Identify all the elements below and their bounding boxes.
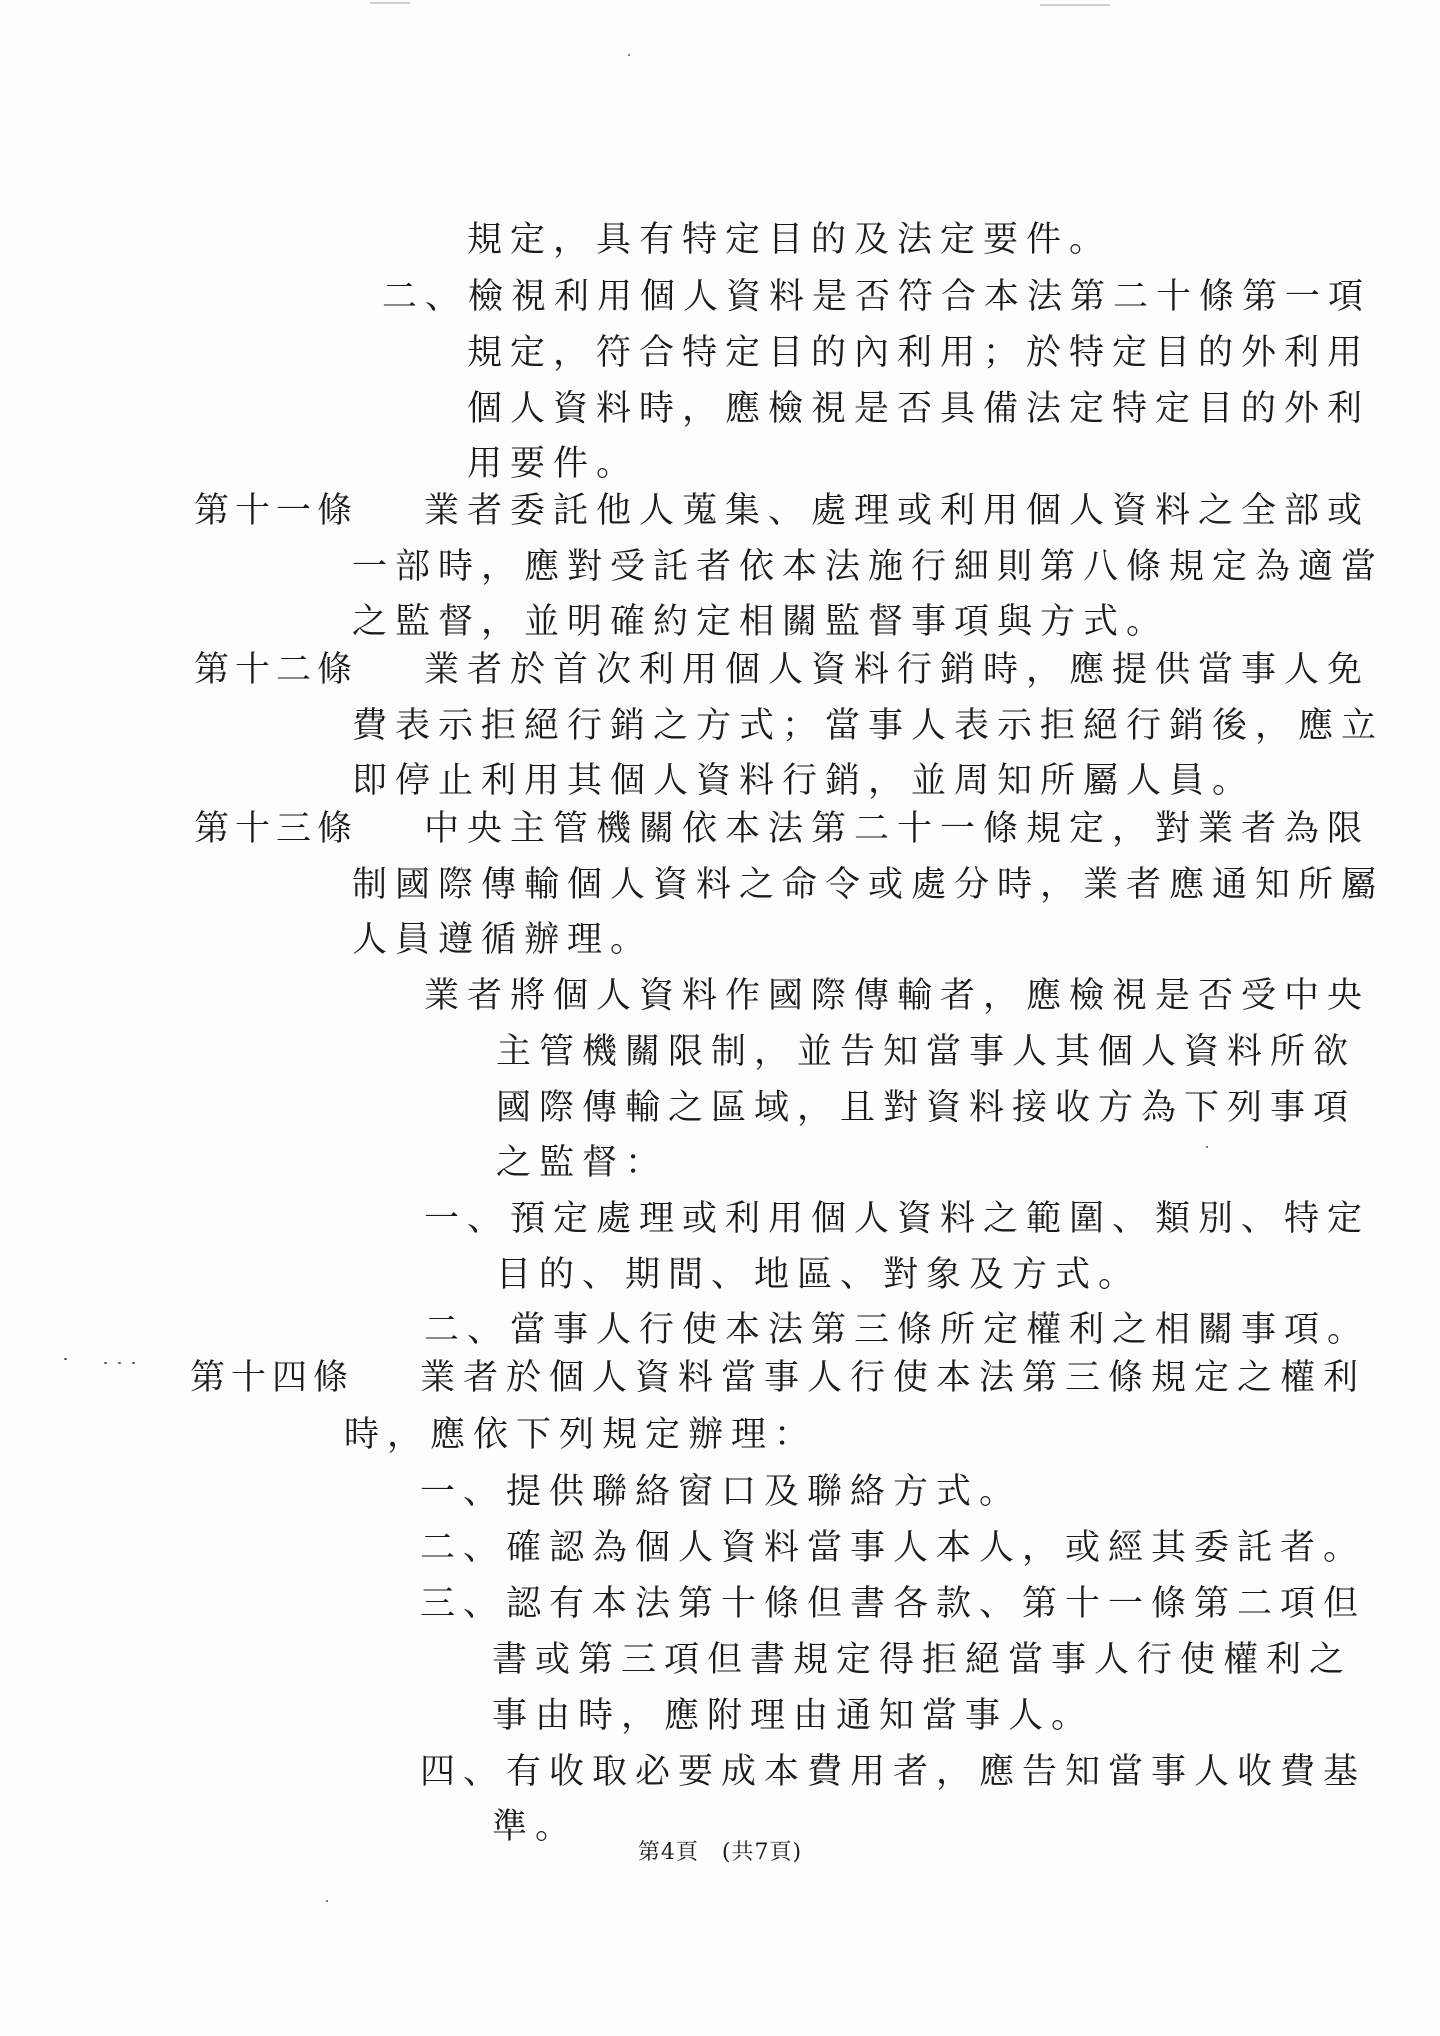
article-14-list-item-3: 事由時，應附理由通知當事人。: [492, 1696, 1095, 1736]
text-line: 規定，具有特定目的及法定要件。: [467, 220, 1113, 260]
article-11-text: 業者委託他人蒐集、處理或利用個人資料之全部或: [424, 491, 1371, 531]
article-11-text: 一部時，應對受託者依本法施行細則第八條規定為適當: [352, 547, 1385, 587]
article-13-para2: 國際傳輸之區域，且對資料接收方為下列事項: [496, 1088, 1357, 1128]
scan-speck: [104, 1362, 107, 1364]
article-12-label: 第十二條: [194, 650, 359, 690]
article-13-text: 人員遵循辦理。: [352, 920, 654, 960]
scan-speck: [132, 1362, 135, 1364]
article-13-para2: 業者將個人資料作國際傳輸者，應檢視是否受中央: [424, 976, 1371, 1016]
scan-mark: [370, 2, 410, 4]
article-13-list-item-2: 二、當事人行使本法第三條所定權利之相關事項。: [424, 1310, 1371, 1350]
article-13-label: 第十三條: [194, 809, 359, 849]
list-item-2: 二、檢視利用個人資料是否符合本法第二十條第一項: [382, 277, 1372, 317]
text-line: 規定，符合特定目的內利用；於特定目的外利用: [467, 333, 1371, 373]
article-14-text: 業者於個人資料當事人行使本法第三條規定之權利: [420, 1358, 1367, 1398]
article-14-list-item-3: 書或第三項但書規定得拒絕當事人行使權利之: [492, 1640, 1353, 1680]
page-number: 第4頁 (共7頁): [637, 1840, 803, 1865]
article-14-list-item-2: 二、確認為個人資料當事人本人，或經其委託者。: [420, 1528, 1367, 1568]
article-12-text: 費表示拒絕行銷之方式；當事人表示拒絕行銷後，應立: [352, 706, 1385, 746]
article-14-list-item-3: 三、認有本法第十條但書各款、第十一條第二項但: [420, 1584, 1367, 1624]
article-13-para2: 主管機關限制，並告知當事人其個人資料所欲: [496, 1032, 1357, 1072]
article-14-list-item-4: 四、有收取必要成本費用者，應告知當事人收費基: [420, 1752, 1367, 1792]
scan-speck: [118, 1362, 121, 1364]
scan-speck: [628, 54, 630, 56]
article-11-text: 之監督，並明確約定相關監督事項與方式。: [352, 602, 1170, 642]
article-14-list-item-1: 一、提供聯絡窗口及聯絡方式。: [420, 1472, 1023, 1512]
article-13-text: 中央主管機關依本法第二十一條規定，對業者為限: [424, 809, 1371, 849]
article-14-label: 第十四條: [190, 1358, 355, 1398]
article-13-list-item-1: 目的、期間、地區、對象及方式。: [496, 1255, 1142, 1295]
scan-speck: [1206, 1146, 1208, 1148]
article-14-list-item-4: 準。: [492, 1807, 579, 1847]
text-line: 用要件。: [467, 444, 640, 484]
article-11-label: 第十一條: [194, 491, 359, 531]
article-13-list-item-1: 一、預定處理或利用個人資料之範圍、類別、特定: [424, 1199, 1371, 1239]
scan-speck: [64, 1358, 67, 1360]
article-14-text: 時，應依下列規定辦理：: [344, 1415, 818, 1455]
scan-mark: [1040, 4, 1110, 6]
scan-speck: [326, 1900, 328, 1902]
text-line: 個人資料時，應檢視是否具備法定特定目的外利: [467, 389, 1371, 429]
article-12-text: 即停止利用其個人資料行銷，並周知所屬人員。: [352, 761, 1256, 801]
article-13-text: 制國際傳輸個人資料之命令或處分時，業者應通知所屬: [352, 865, 1385, 905]
article-13-para2: 之監督：: [496, 1143, 669, 1183]
article-12-text: 業者於首次利用個人資料行銷時，應提供當事人免: [424, 650, 1371, 690]
